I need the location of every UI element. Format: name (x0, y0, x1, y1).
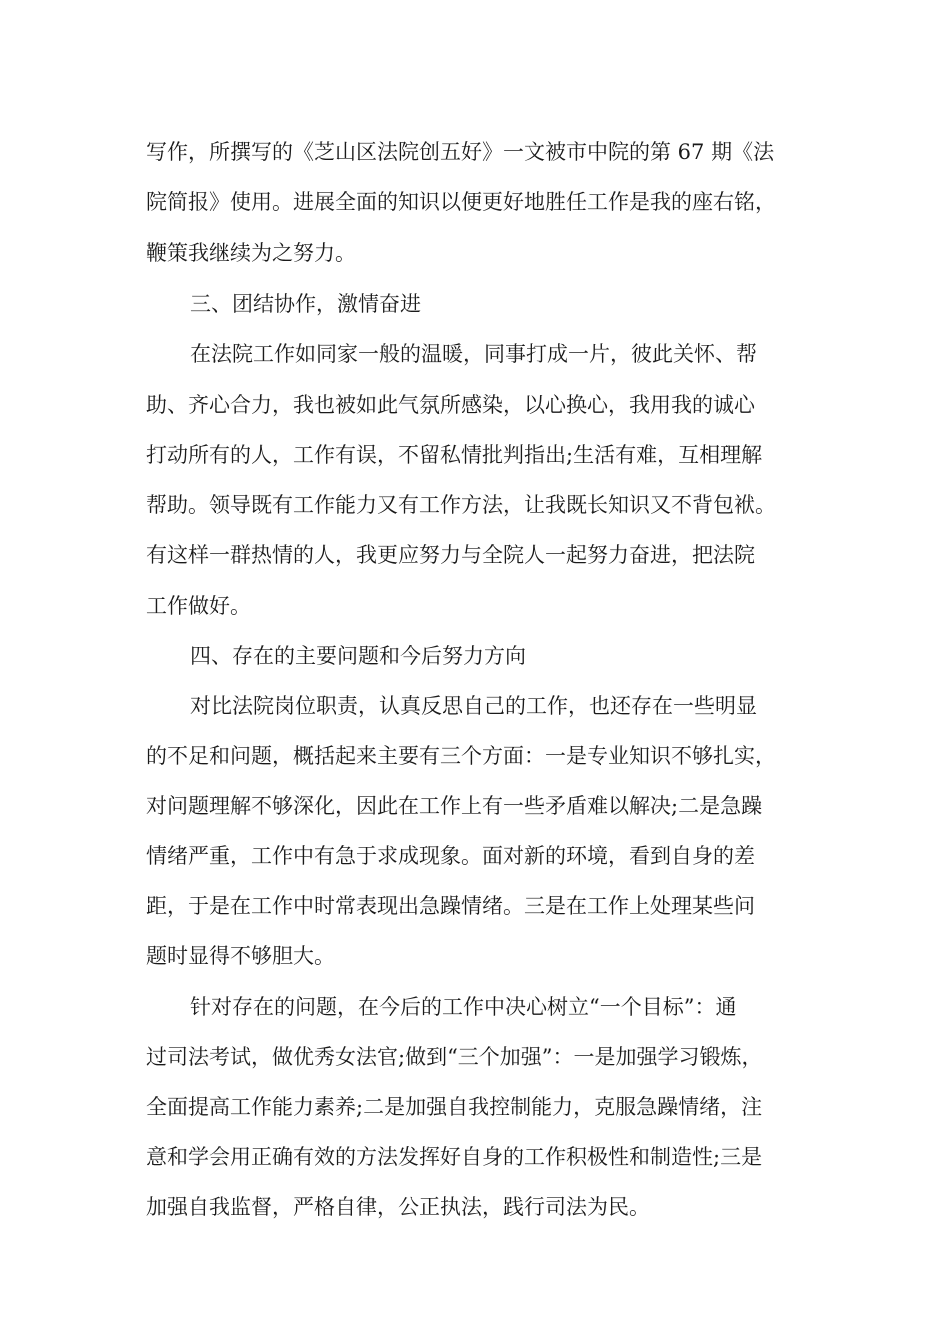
text-line: 写作，所撰写的《芝山区法院创五好》一文被市中院的第 67 期《法 (146, 140, 775, 164)
text-line: 院简报》使用。进展全面的知识以便更好地胜任工作是我的座右铭， (146, 190, 776, 214)
text-line: 意和学会用正确有效的方法发挥好自身的工作积极性和制造性;三是 (146, 1145, 763, 1169)
text-line: 助、齐心合力，我也被如此气氛所感染，以心换心，我用我的诚心 (146, 393, 755, 417)
text-line: 的不足和问题，概括起来主要有三个方面：一是专业知识不够扎实， (146, 744, 776, 768)
text-line: 对比法院岗位职责，认真反思自己的工作，也还存在一些明显 (190, 694, 757, 718)
text-line: 打动所有的人，工作有误，不留私情批判指出;生活有难，互相理解 (146, 443, 763, 467)
text-line: 加强自我监督，严格自律，公正执法，践行司法为民。 (146, 1195, 650, 1219)
text-line: 情绪严重，工作中有急于求成现象。面对新的环境，看到自身的差 (146, 844, 755, 868)
text-line: 有这样一群热情的人，我更应努力与全院人一起努力奋进，把法院 (146, 543, 755, 567)
text-line: 题时显得不够胆大。 (146, 944, 335, 968)
text-line: 针对存在的问题，在今后的工作中决心树立“一个目标”：通 (190, 995, 737, 1019)
text-line: 帮助。领导既有工作能力又有工作方法，让我既长知识又不背包袱。 (146, 493, 776, 517)
text-line: 距，于是在工作中时常表现出急躁情绪。三是在工作上处理某些问 (146, 894, 755, 918)
text-line: 全面提高工作能力素养;二是加强自我控制能力，克服急躁情绪，注 (146, 1095, 763, 1119)
section-heading: 三、团结协作，激情奋进 (190, 292, 421, 316)
text-line: 在法院工作如同家一般的温暖，同事打成一片，彼此关怀、帮 (190, 342, 757, 366)
text-line: 过司法考试，做优秀女法官;做到“三个加强”：一是加强学习锻炼， (146, 1045, 763, 1069)
section-heading: 四、存在的主要问题和今后努力方向 (190, 644, 526, 668)
text-line: 对问题理解不够深化，因此在工作上有一些矛盾难以解决;二是急躁 (146, 794, 763, 818)
text-line: 工作做好。 (146, 594, 251, 618)
text-line: 鞭策我继续为之努力。 (146, 241, 356, 265)
